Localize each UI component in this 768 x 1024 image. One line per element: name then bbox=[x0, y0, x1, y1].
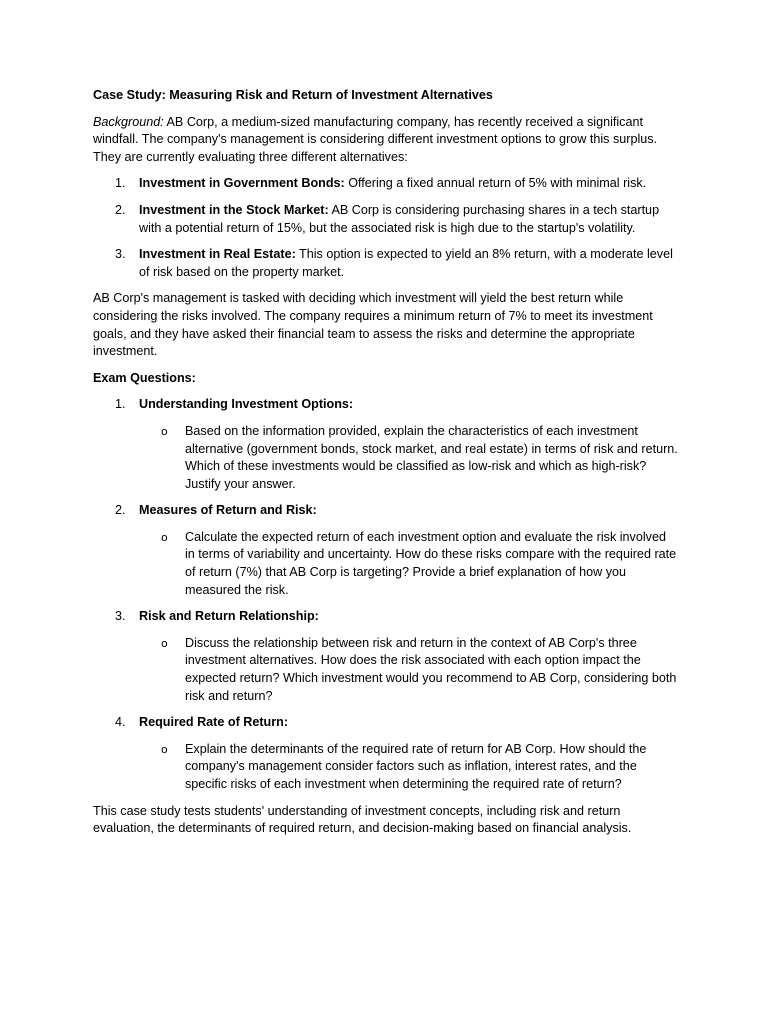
alternative-item bbox=[93, 246, 678, 281]
question-item bbox=[93, 714, 678, 793]
management-paragraph: AB Corp's management is tasked with deciding which investment will yield the best return while considering the risks involved. The company requires a minimum return of 7% to meet its investment goals, and they have asked their financial team to assess the risks and determine the appropriate investment. bbox=[93, 291, 653, 359]
exam-questions-heading: Exam Questions: bbox=[93, 370, 196, 385]
alternative-text: Offering a fixed annual return of 5% with minimal risk. bbox=[344, 176, 647, 191]
hollow-bullet-icon: o bbox=[161, 742, 168, 756]
alternative-heading: Investment in Real Estate: bbox=[139, 247, 296, 262]
question-text: Based on the information provided, explain the characteristics of each investment alternative (government bonds, stock market, and real estate) in terms of risk and return. Which of these investments would be classified as low-risk and which as high-risk? Justify your answer. bbox=[185, 423, 678, 491]
question-heading: Measures of Return and Risk: bbox=[139, 503, 317, 518]
question-subitem bbox=[139, 529, 678, 599]
list-number: 4. bbox=[115, 715, 126, 730]
case-study-title: Case Study: Measuring Risk and Return of Investment Alternatives bbox=[93, 88, 493, 102]
question-heading: Risk and Return Relationship: bbox=[139, 609, 319, 624]
alternative-item bbox=[93, 202, 678, 237]
background-text: AB Corp, a medium-sized manufacturing company, has recently received a significant windfall. The company's management is considering different investment options to grow this surplus. They are currently evaluating three different alternatives: bbox=[93, 114, 658, 164]
question-item bbox=[93, 502, 678, 599]
list-number: 1. bbox=[115, 397, 126, 412]
closing-paragraph: This case study tests students' understanding of investment concepts, including risk and return evaluation, the determinants of required return, and decision-making based on financial analysis. bbox=[93, 803, 632, 836]
question-item bbox=[93, 396, 678, 493]
list-number: 2. bbox=[115, 503, 126, 518]
hollow-bullet-icon: o bbox=[161, 530, 168, 544]
alternative-text: AB Corp is considering purchasing shares in a tech startup with a potential return of 15%, but the associated risk is high due to the startup's volatility. bbox=[139, 202, 660, 235]
question-heading: Required Rate of Return: bbox=[139, 715, 289, 730]
list-number: 1. bbox=[115, 176, 126, 191]
alternative-heading: Investment in Government Bonds: bbox=[139, 176, 345, 191]
question-text: Discuss the relationship between risk and return in the context of AB Corp's three investment alternatives. How does the risk associated with each option impact the expected return? Which investment would you recommend to AB Corp, considering both risk and return? bbox=[185, 635, 677, 703]
background-paragraph bbox=[93, 114, 678, 167]
background-label: Background: bbox=[93, 114, 164, 129]
alternatives-list bbox=[93, 175, 678, 281]
alternative-heading: Investment in the Stock Market: bbox=[139, 202, 329, 217]
list-number: 3. bbox=[115, 247, 126, 262]
question-heading: Understanding Investment Options: bbox=[139, 397, 354, 412]
question-text: Calculate the expected return of each investment option and evaluate the risk involved in terms of variability and uncertainty. How do these risks compare with the required rate of return (7%) that AB Corp is targeting? Provide a brief explanation of how you measured the risk. bbox=[185, 529, 677, 597]
question-text: Explain the determinants of the required rate of return for AB Corp. How should the company's management consider factors such as inflation, interest rates, and the specific risks of each investment when determining the required rate of return? bbox=[185, 741, 647, 791]
list-number: 2. bbox=[115, 202, 126, 217]
question-subitem bbox=[139, 741, 678, 794]
question-subitem bbox=[139, 635, 678, 705]
question-subitem bbox=[139, 423, 678, 493]
question-item bbox=[93, 608, 678, 705]
alternative-item bbox=[93, 175, 678, 193]
list-number: 3. bbox=[115, 609, 126, 624]
hollow-bullet-icon: o bbox=[161, 424, 168, 438]
alternative-text: This option is expected to yield an 8% return, with a moderate level of risk based on the property market. bbox=[139, 247, 673, 279]
document-body bbox=[93, 87, 678, 847]
questions-list bbox=[93, 396, 678, 793]
hollow-bullet-icon: o bbox=[161, 636, 168, 650]
